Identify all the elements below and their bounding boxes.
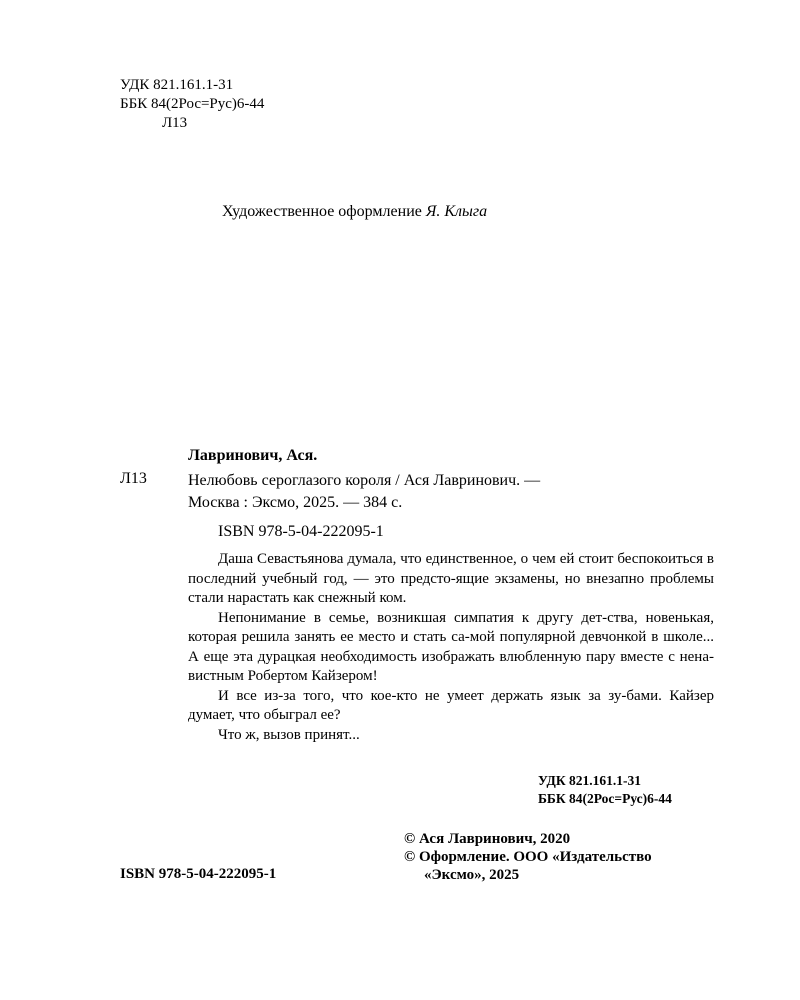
- annotation-paragraph: Даша Севастьянова думала, что единственное, о чем ей стоит беспокоиться в последний учебный год, — это предсто-ящие экзамены, но внезапно проблемы стали нарастать как снежный ком.: [188, 551, 714, 606]
- bottom-udk-code: УДК 821.161.1-31: [538, 773, 641, 788]
- design-credit-artist: Я. Клыга: [425, 203, 488, 220]
- bottom-classification-codes: [538, 772, 672, 808]
- catalog-title-line2: Москва : Эксмо, 2025. — 384 с.: [188, 494, 403, 511]
- copyright-block: [404, 830, 652, 884]
- catalog-author: Лавринович, Ася.: [188, 447, 318, 464]
- catalog-author-sign: Л13: [120, 470, 147, 487]
- bbk-code: ББК 84(2Рос=Рус)6-44: [120, 96, 265, 112]
- catalog-title-block: [188, 470, 540, 514]
- top-classification-codes: [120, 76, 264, 133]
- bottom-bbk-code: ББК 84(2Рос=Рус)6-44: [538, 791, 672, 806]
- annotation: [188, 550, 714, 745]
- author-sign-code: Л13: [162, 115, 188, 131]
- annotation-paragraph: И все из-за того, что кое-кто не умеет держать язык за зу-бами. Кайзер думает, что обыграл ее?: [188, 687, 714, 723]
- catalog-title-line1: Нелюбовь сероглазого короля / Ася Лавринович. —: [188, 472, 541, 489]
- copyright-author: © Ася Лавринович, 2020: [404, 831, 571, 847]
- design-credit: [222, 203, 487, 221]
- annotation-paragraph: Непонимание в семье, возникшая симпатия к другу дет-ства, новенькая, которая решила занять ее место и стать са-мой популярной девчонкой в школе... А еще эта дурацкая необходимость изображать влюбленную пару вместе с нена-вистным Робертом Кайзером!: [188, 609, 714, 684]
- copyright-publisher: «Эксмо», 2025: [424, 867, 520, 883]
- design-credit-label: Художественное оформление: [222, 203, 422, 220]
- copyright-design: © Оформление. ООО «Издательство: [404, 849, 652, 865]
- udk-code: УДК 821.161.1-31: [120, 77, 234, 93]
- catalog-isbn: ISBN 978-5-04-222095-1: [218, 523, 384, 540]
- annotation-paragraph: Что ж, вызов принят...: [218, 726, 360, 743]
- bottom-isbn: ISBN 978-5-04-222095-1: [120, 866, 277, 882]
